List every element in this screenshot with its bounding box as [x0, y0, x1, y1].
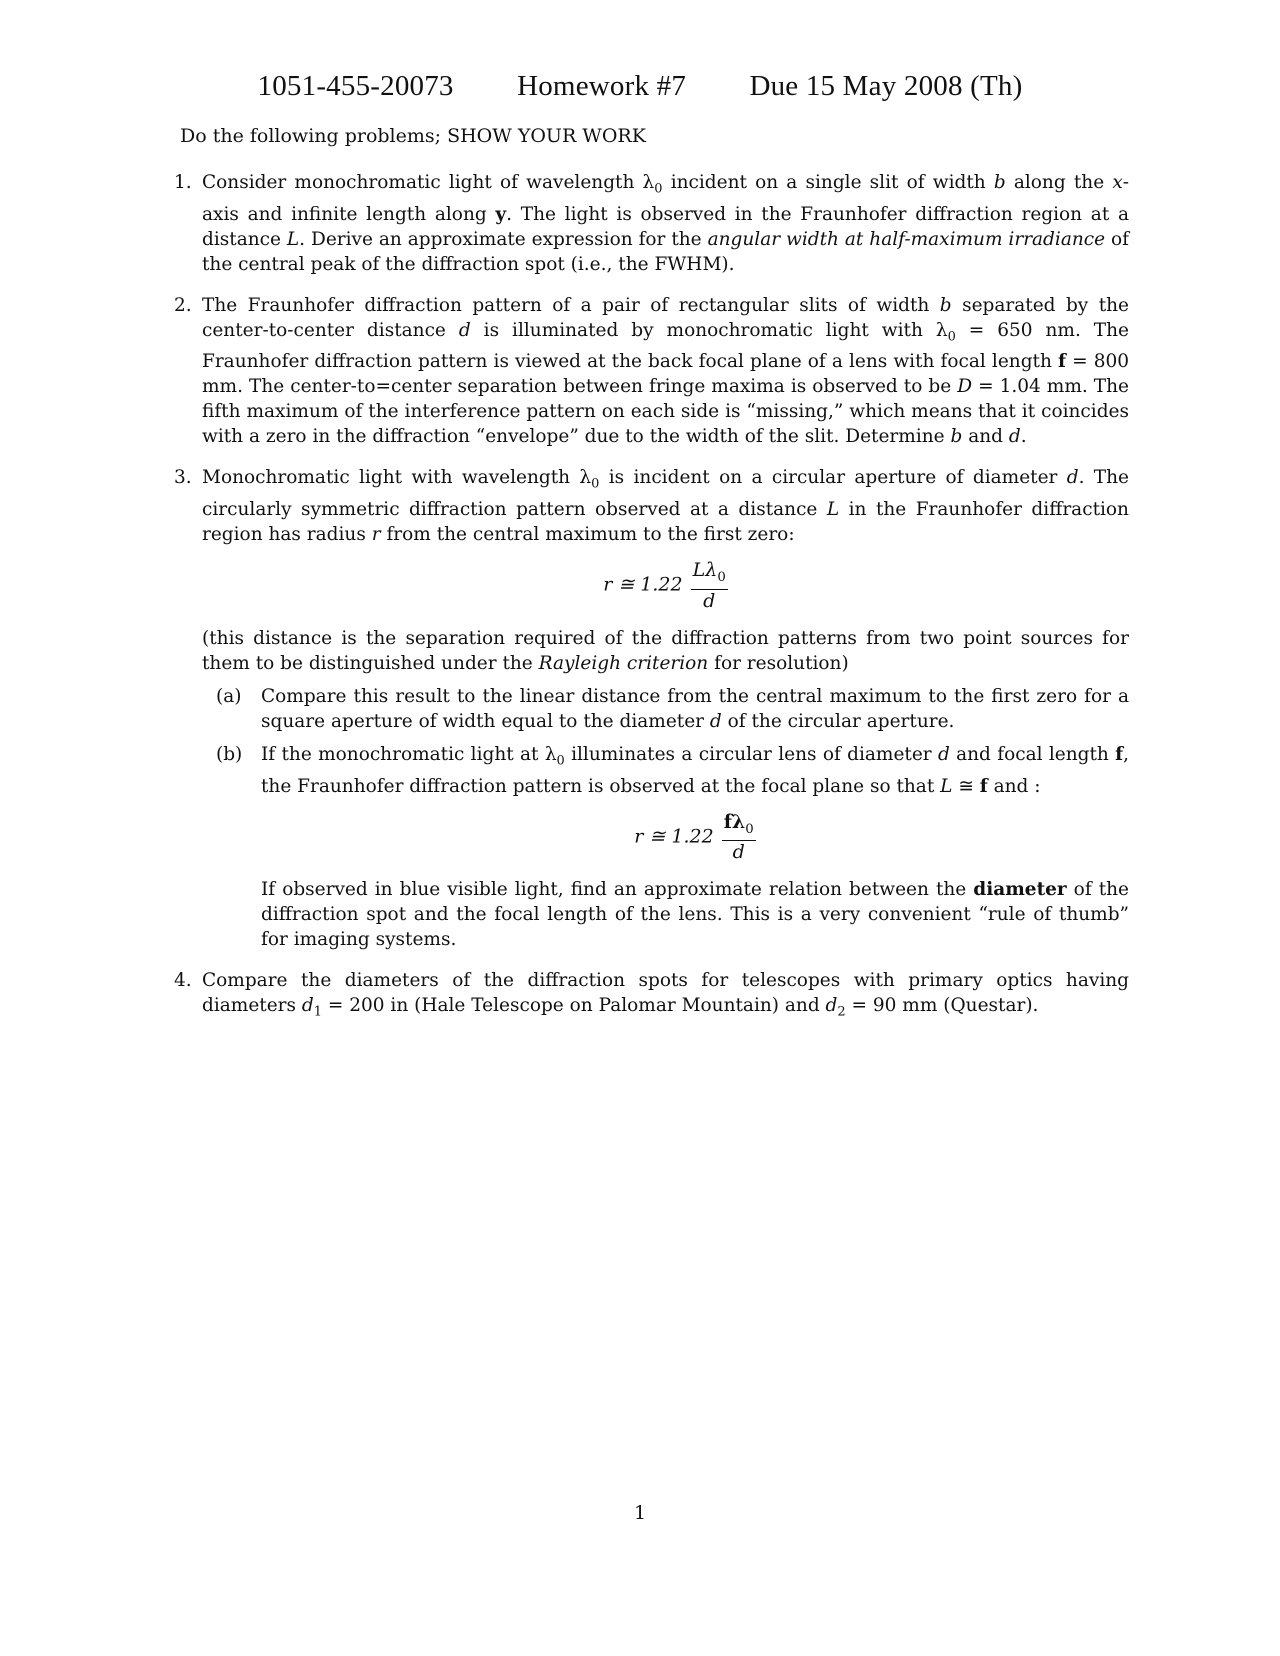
problem-number: 2. — [174, 294, 192, 316]
math-var: x — [1112, 172, 1123, 193]
subscript: 0 — [591, 477, 600, 493]
problem-list — [174, 170, 1129, 1041]
text: . — [1020, 426, 1027, 448]
fraction — [691, 559, 728, 612]
text: of the diffraction spot and the focal length of the lens. This is a very convenient “rule of thumb” for imaging systems. — [261, 879, 1129, 951]
text: Monochromatic light with wavelength λ — [202, 467, 592, 489]
denominator — [722, 841, 756, 863]
text: -axis and infinite length along — [202, 172, 1130, 225]
emphasis: diameter — [973, 879, 1067, 901]
subscript: 2 — [837, 1005, 846, 1021]
math-var: d — [709, 710, 722, 732]
text: . Derive an approximate expression for the — [299, 228, 708, 250]
text: (this distance is the separation required of the diffraction patterns from two point sources for them to be distinguished under the — [202, 627, 1129, 674]
subscript: 0 — [745, 821, 754, 837]
math-var: L — [286, 228, 300, 250]
page-number: 1 — [633, 1502, 647, 1524]
subproblem-label: (a) — [216, 685, 242, 707]
text: If observed in blue visible light, find an approximate relation between the — [261, 879, 974, 901]
text: and focal length — [949, 743, 1116, 765]
subscript: 0 — [654, 181, 663, 197]
rayleigh-equation — [202, 559, 1129, 612]
math-var: L — [826, 499, 840, 521]
instructions: Do the following problems; SHOW YOUR WORK — [180, 125, 646, 147]
math-var: f — [1058, 351, 1066, 373]
math-var: y — [495, 203, 507, 225]
homework-title: Homework #7 — [517, 70, 687, 102]
problem-number: 4. — [174, 970, 192, 992]
problem-2 — [174, 293, 1129, 450]
math-var: d — [1008, 426, 1021, 448]
text: and — [962, 426, 1009, 448]
numerator — [722, 811, 756, 842]
equation-lhs: r ≅ 1.22 — [634, 824, 714, 847]
problem-4 — [174, 968, 1129, 1025]
problem-number: 1. — [174, 172, 192, 193]
text: The Fraunhofer diffraction pattern of a pair of rectangular slits of width — [202, 294, 940, 316]
subproblem-a — [216, 684, 1129, 734]
math-var: L — [940, 775, 953, 797]
subproblem-label: (b) — [216, 743, 243, 765]
numerator-text: Lλ — [692, 559, 718, 582]
denominator-text: d — [703, 589, 716, 612]
focal-equation — [261, 811, 1129, 864]
math-var: f — [979, 775, 988, 797]
text: and : — [987, 775, 1041, 797]
math-var: d — [825, 995, 838, 1017]
text: , the Fraunhofer diffraction pattern is observed at the focal plane so that — [261, 743, 1129, 797]
math-var: d — [458, 319, 471, 341]
text: is incident on a circular aperture of diameter — [599, 467, 1067, 489]
subproblem-b-followup — [261, 877, 1129, 952]
text: = 650 nm. The Fraunhofer diffraction pattern is viewed at the back focal plane of a lens with focal length — [202, 319, 1129, 373]
text: of the circular aperture. — [721, 710, 955, 732]
text: If the monochromatic light at λ — [261, 743, 557, 765]
math-var: b — [950, 426, 963, 448]
text: = 90 mm (Questar). — [845, 995, 1039, 1017]
denominator-text: d — [732, 841, 745, 864]
due-date: Due 15 May 2008 (Th) — [749, 70, 1023, 102]
numerator — [691, 559, 728, 590]
math-var: d — [937, 743, 950, 765]
math-var: d — [301, 995, 314, 1017]
problem-3-note — [202, 626, 1129, 676]
text: is illuminated by monochromatic light with λ — [470, 319, 948, 341]
subproblem-b — [216, 742, 1129, 952]
text: of the central peak of the diffraction spot (i.e., the FWHM). — [202, 228, 1129, 275]
text: Compare the diameters of the diffraction spots for telescopes with primary optics having diameters — [202, 970, 1129, 1017]
text: along the — [1005, 172, 1113, 193]
page-header — [0, 70, 1280, 103]
fraction — [722, 811, 756, 864]
math-var: b — [993, 172, 1006, 193]
text: Consider monochromatic light of wavelength λ — [202, 172, 655, 193]
numerator-text: fλ — [723, 810, 746, 833]
subscript: 1 — [313, 1005, 322, 1021]
problem-3 — [174, 465, 1129, 952]
text: . The light is observed in the Fraunhofer diffraction region at a distance — [202, 203, 1130, 250]
math-var: D — [957, 376, 973, 398]
subscript: 0 — [556, 753, 565, 769]
emphasis: angular width at half-maximum irradiance — [707, 228, 1106, 250]
math-var: f — [1115, 743, 1124, 765]
text: in the Fraunhofer diffraction region has radius — [202, 499, 1129, 546]
text: Compare this result to the linear distance from the central maximum to the first zero for a square aperture of width equal to the diameter — [261, 685, 1129, 732]
problem-1 — [174, 170, 1129, 277]
text: illuminates a circular lens of diameter — [564, 743, 938, 765]
text: . The circularly symmetric diffraction pattern observed at a distance — [202, 467, 1130, 521]
text: = 200 in (Hale Telescope on Palomar Mountain) and — [321, 995, 826, 1017]
text: = 1.04 mm. The fifth maximum of the interference pattern on each side is “missing,” which means that it coincides with a zero in the diffraction “envelope” due to the width of the slit. Determine — [202, 376, 1129, 448]
denominator — [691, 590, 728, 612]
emphasis: Rayleigh criterion — [538, 652, 709, 674]
problem-number: 3. — [174, 467, 192, 489]
text: incident on a single slit of width — [662, 172, 994, 193]
subscript: 0 — [717, 569, 726, 585]
course-number: 1051-455-20073 — [257, 70, 454, 102]
math-var: b — [939, 294, 952, 316]
text: = 800 mm. The center-to=center separation between fringe maxima is observed to be — [202, 351, 1130, 398]
text: separated by the center-to-center distance — [202, 294, 1129, 341]
text: for resolution) — [708, 652, 849, 674]
text: from the central maximum to the first zero: — [380, 524, 795, 546]
subscript: 0 — [947, 329, 956, 345]
equation-lhs: r ≅ 1.22 — [603, 573, 683, 596]
text: ≅ — [952, 775, 980, 797]
math-var: d — [1066, 467, 1079, 489]
math-var: r — [371, 524, 381, 546]
